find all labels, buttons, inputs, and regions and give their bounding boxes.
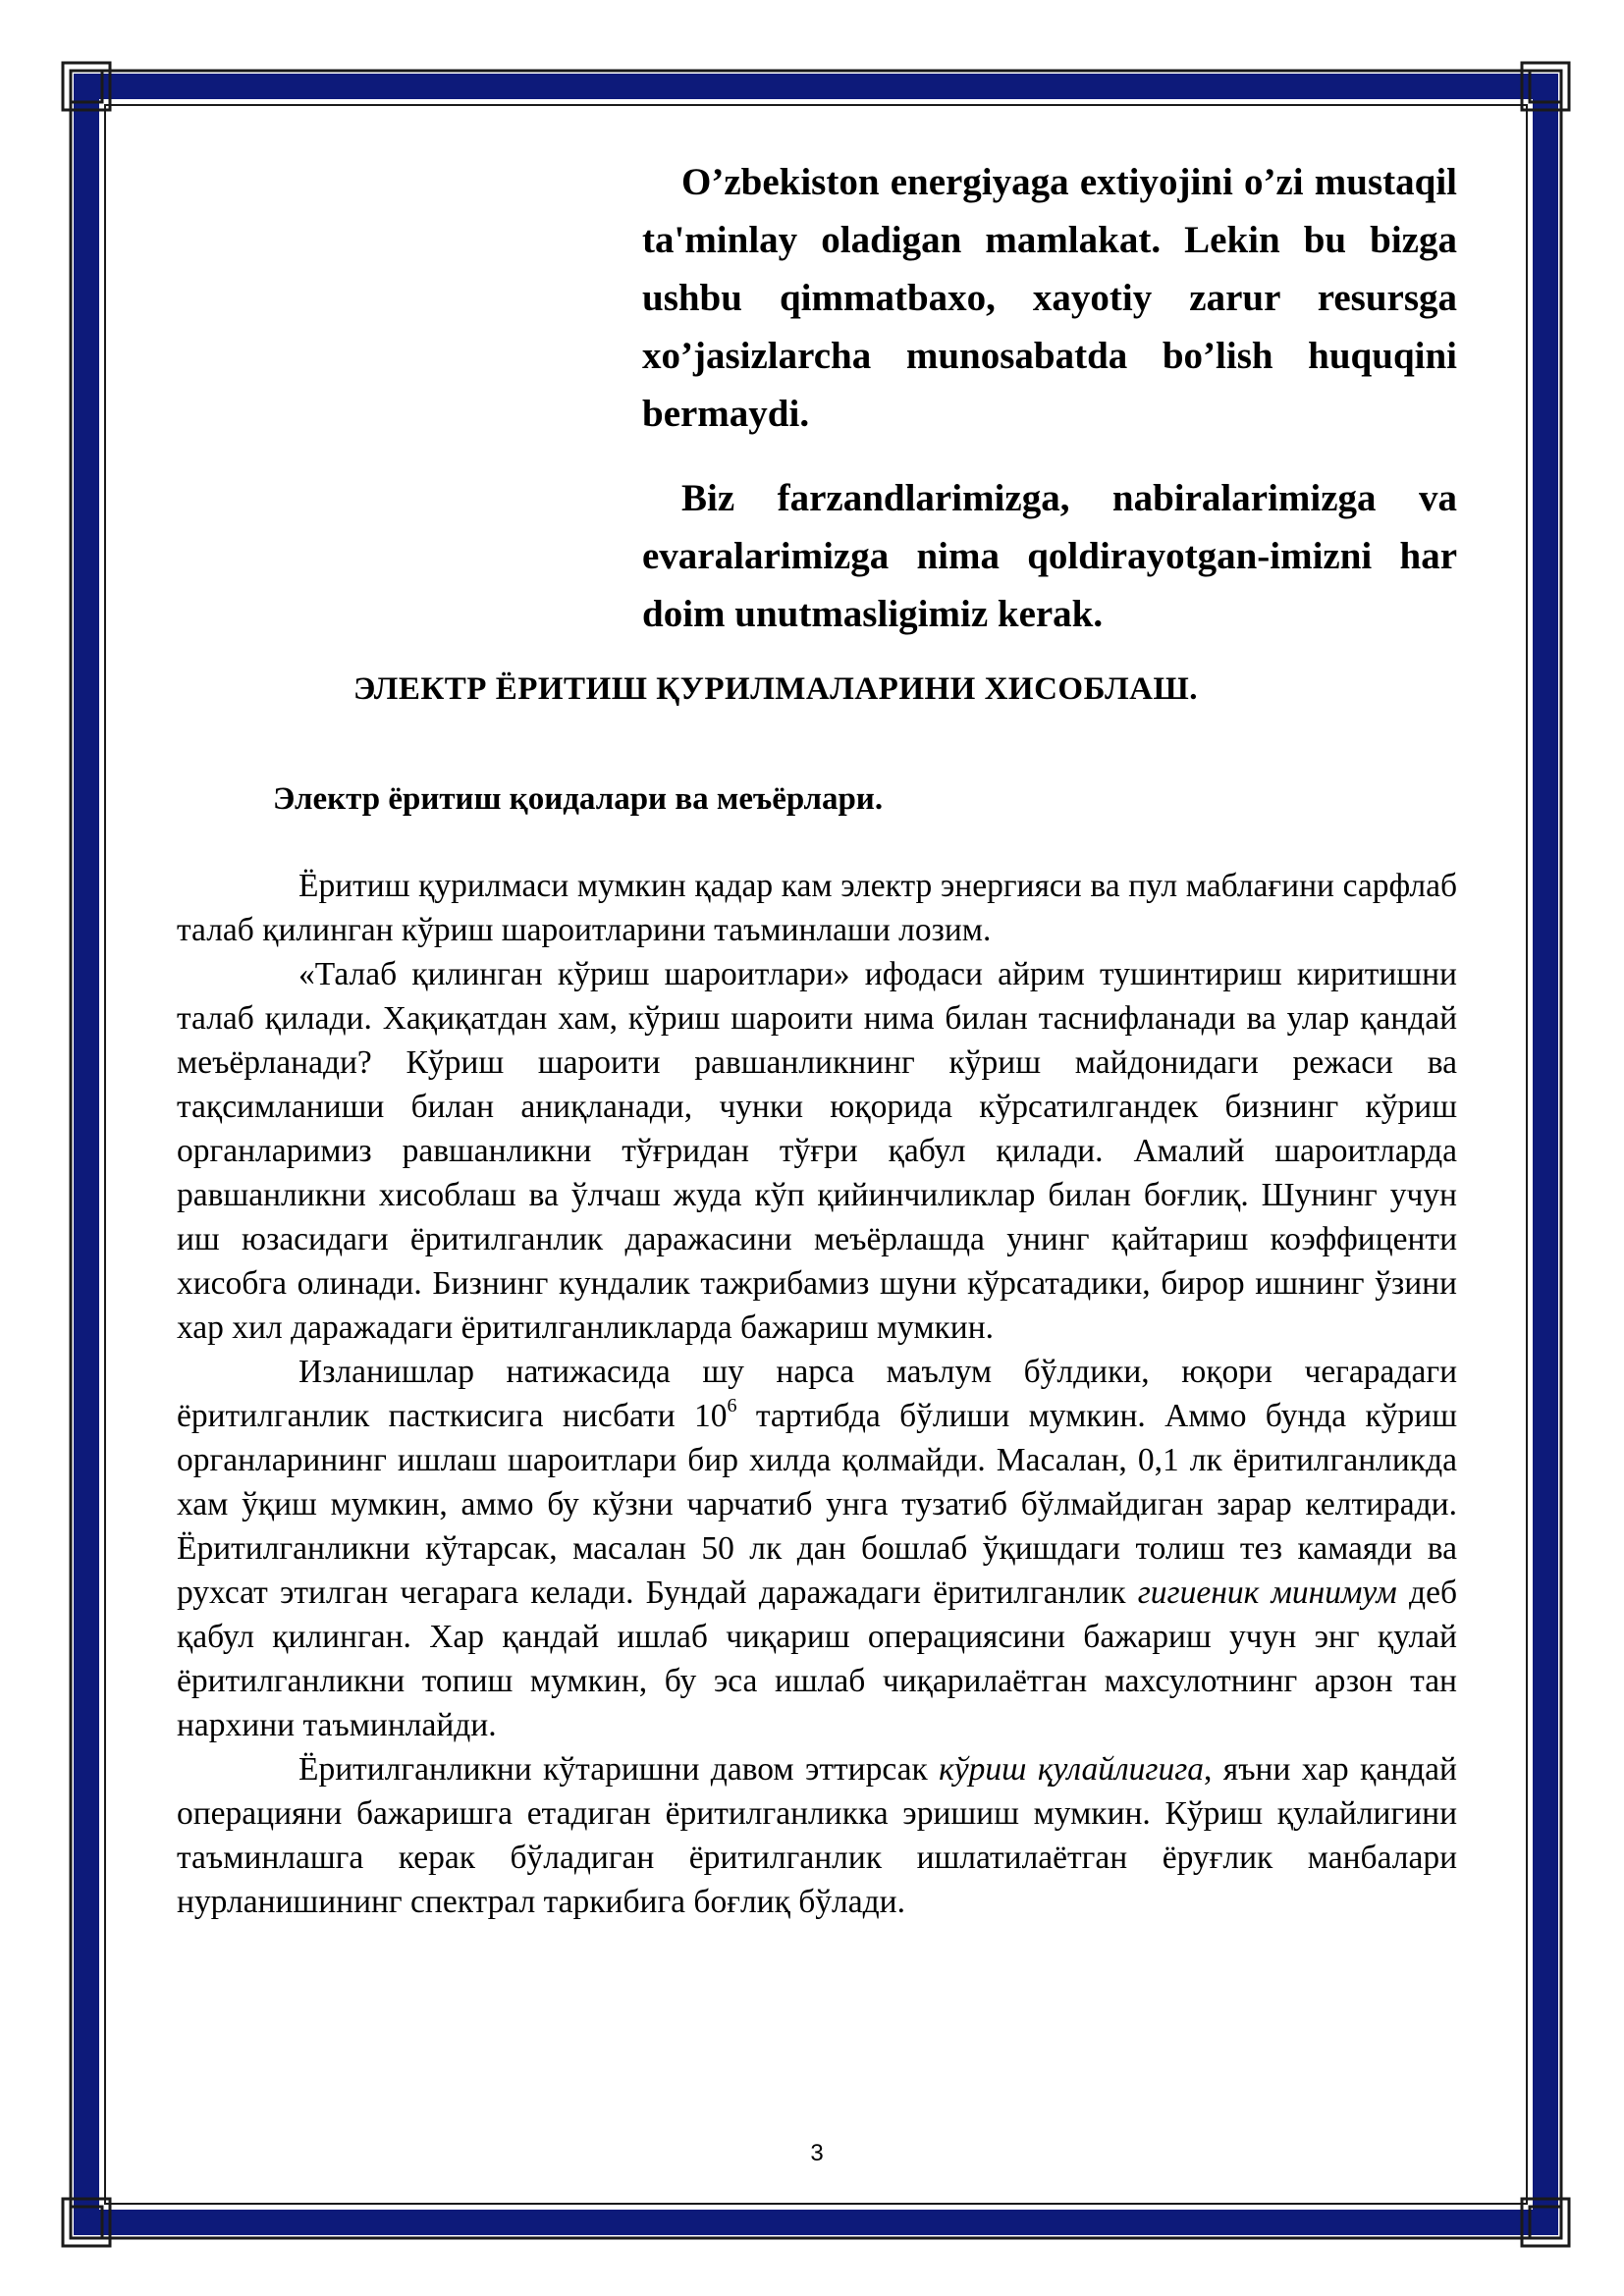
- italic-term-hygienic-minimum: гигиеник минимум: [1137, 1575, 1397, 1611]
- epigraph-block-2: [642, 469, 1457, 643]
- superscript-exponent: 6: [727, 1394, 737, 1416]
- section-subtitle: Электр ёритиш қоидалари ва меъёрлари.: [273, 781, 884, 817]
- epigraph-block-1: [642, 153, 1457, 443]
- section-title: ЭЛЕКТР ЁРИТИШ ҚУРИЛМАЛАРИНИ ХИСОБЛАШ.: [352, 671, 1199, 707]
- body-paragraph-4: [177, 1747, 1457, 1924]
- text-run: , яъни хар қандай операцияни бажаришга етадиган ёритилганликка эришиш мумкин. Кўриш қулайлигини таъминлашга керак бўладиган ёритилганлик ишлатилаётган ёруғлик манбалари нурланишининг спектрал таркибига боғлиқ бўлади.: [177, 1751, 1457, 1920]
- body-paragraph-3: [177, 1350, 1457, 1747]
- text-run: тартибда бўлиши мумкин. Аммо бунда кўриш органларининг ишлаш шароитлари бир хилда қолмайди. Масалан, 0,1 лк ёритилганликда хам ўқиш мумкин, аммо бу кўзни чарчатиб унга тузатиб бўлмайдиган зарар келтиради. Ёритилганликни кўтарсак, масалан 50 лк дан бошлаб ўқишдаги толиш тез камаяди ва рухсат этилган чегарага келади. Бундай даражадаги ёритилганлик: [177, 1398, 1457, 1611]
- body-text: [177, 864, 1457, 1924]
- epigraph-paragraph: O’zbekiston energiyaga extiyojini o’zi mustaqil ta'minlay oladigan mamlakat. Lekin bu bizga ushbu qimmatbaxo, xayotiy zarur resursga xo’jasizlarcha munosabatda bo’lish huquqini bermaydi.: [642, 161, 1457, 435]
- text-run: Изланишлар натижасида шу нарса маълум бўлдики, юқори чегарадаги ёритилганлик пасткисига нисбати 10: [177, 1354, 1457, 1434]
- italic-term-visual-comfort: кўриш қулайлигига: [939, 1751, 1205, 1788]
- text-run: деб қабул қилинган. Хар қандай ишлаб чиқариш операциясини бажариш учун энг қулай ёритилганликни топиш мумкин, бу эса ишлаб чиқарилаётган махсулотнинг арзон тан нархини таъминлайди.: [177, 1575, 1457, 1743]
- body-paragraph-2: «Талаб қилинган кўриш шароитлари» ифодаси айрим тушинтириш киритишни талаб қилади. Хақиқатдан хам, кўриш шароити нима билан таснифланади ва улар қандай меъёрланади? Кўриш шароити равшанликнинг кўриш майдонидаги режаси ва тақсимланиши билан аниқланади, чунки юқорида кўрсатилгандек бизнинг кўриш органларимиз равшанликни тўғридан тўғри қабул қилади. Амалий шароитларда равшанликни хисоблаш ва ўлчаш жуда кўп қийинчиликлар билан боғлиқ. Шунинг учун иш юзасидаги ёритилганлик даражасини меъёрлашда унинг қайтариш коэффиценти хисобга олинади. Бизнинг кундалик тажрибамиз шуни кўрсатадики, бирор ишнинг ўзини хар хил даражадаги ёритилганликларда бажариш мумкин.: [177, 956, 1457, 1346]
- body-paragraph-1: Ёритиш қурилмаси мумкин қадар кам электр энергияси ва пул маблағини сарфлаб талаб қилинган кўриш шароитларини таъминлаши лозим.: [177, 868, 1457, 948]
- page-number: 3: [810, 2140, 824, 2166]
- epigraph-paragraph: Biz farzandlarimizga, nabiralarimizga va evaralarimizga nima qoldirayotgan-imizni har doim unutmasligimiz kerak.: [642, 477, 1457, 635]
- text-run: Ёритилганликни кўтаришни давом эттирсак: [298, 1751, 940, 1788]
